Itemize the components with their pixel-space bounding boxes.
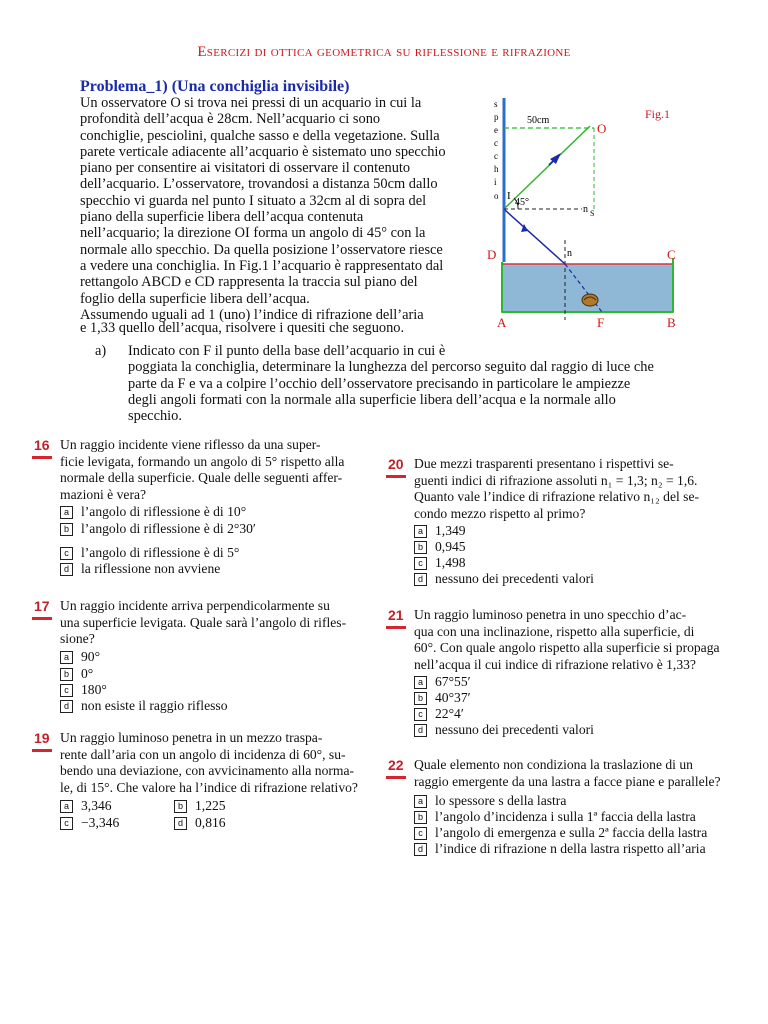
option-d[interactable]: d la riflessione non avviene [60,561,220,578]
question-number: 20 [388,456,404,472]
point-I: I [507,190,511,202]
question-number: 19 [34,730,50,746]
problem-line: a vedere una conchiglia. In Fig.1 l’acquario è rappresentato dal [80,257,444,274]
option-b[interactable]: b l’angolo di riflessione è di 2°30′ [60,521,256,538]
option-b[interactable]: b 40°37′ [414,690,471,707]
mirror-letter: c [494,151,498,161]
option-a[interactable]: a 90° [60,649,100,666]
problem-line: profondità dell’acqua è 28cm. Nell’acquario ci sono [80,111,381,128]
question-line: Un raggio luminoso penetra in un mezzo traspa- [60,730,323,745]
problem-line: normale allo specchio. Da quella posizione l’osservatore riesce [80,241,443,258]
question-line: Due mezzi trasparenti presentano i rispettivi se- [414,456,674,471]
question-line: Quale elemento non condiziona la traslazione di un [414,757,693,772]
question-line: 60°. Con quale angolo rispetto alla superficie si propaga [414,640,720,655]
option-d[interactable]: d nessuno dei precedenti valori [414,571,594,588]
question-text [414,456,699,522]
question-17 [32,598,382,718]
mirror-letter: p [494,112,499,122]
problem-line: rettangolo ABCD e CD rappresenta la traccia sul piano del [80,274,418,291]
problem-line: conchiglie, pesciolini, qualche sasso e della vegetazione. Sulla [80,127,440,144]
question-number: 17 [34,598,50,614]
question-line: mazioni è vera? [60,486,147,502]
mirror-letter: c [494,138,498,148]
question-line: nell’acqua il cui indice di rifrazione relativo è 1,33? [414,656,696,672]
point-O: O [597,121,607,136]
question-21 [386,607,746,742]
question-text [60,730,358,796]
option-c[interactable]: c 1,498 [414,555,466,572]
question-16 [32,437,382,587]
question-line: ficie levigata, formando un angolo di 5° rispetto alla [60,453,345,469]
question-line: una superficie levigata. Quale sarà l’angolo di rifles- [60,614,347,630]
problem-line: nell’acquario; la direzione OI forma un angolo di 45° con la [80,225,426,242]
question-22 [386,757,756,867]
item-label: a) [95,343,107,359]
ray-reflected [505,210,565,264]
problem-line: foglio della superficie libera dell’acqua. [80,290,310,307]
question-number: 21 [388,607,404,623]
normal-sub: S [590,209,595,218]
mirror-letter: h [494,164,499,174]
page-title: Esercizi di ottica geometrica su riflessione e rifrazione [197,44,571,60]
option-c[interactable]: c 22°4′ [414,706,464,723]
option-a[interactable]: a 67°55′ [414,674,471,691]
question-line: qua con una inclinazione, rispetto alla superficie, di [414,623,695,639]
option-b[interactable]: b 0,945 [414,539,466,556]
question-text [60,437,344,503]
problem-line: piano della superficie libera dell’acqua contenuta [80,209,364,226]
question-line: Quanto vale l’indice di rifrazione relativo n₁₂ del se- [414,489,700,504]
problem-line: Un osservatore O si trova nei pressi di un acquario in cui la [80,95,422,111]
item-text [128,343,654,424]
question-number: 16 [34,437,50,453]
option-d[interactable]: d l’indice di rifrazione n della lastra rispetto all’aria [414,841,706,858]
option-a[interactable]: a 3,346 [60,798,112,815]
ray-observer [505,126,590,208]
problem-title: Problema_1) (Una conchiglia invisibile) [80,78,350,95]
normal-label: n [583,204,588,215]
option-c[interactable]: c −3,346 [60,815,119,832]
item-line: specchio. [128,408,182,425]
mirror-letter: i [494,177,497,187]
item-line: degli angoli formati con la normale alla superficie libera dell’acqua e la normale allo [128,391,616,408]
question-number: 22 [388,757,404,773]
option-d[interactable]: d nessuno dei precedenti valori [414,722,594,739]
figure-label: Fig.1 [645,107,671,121]
mirror-letter: e [494,125,498,135]
figure-1 [478,88,698,338]
question-line: normale della superficie. Quale delle seguenti affer- [60,470,343,485]
problem-line: dell’acquario. L’osservatore, trovandosi a distanza 50cm dallo [80,176,438,193]
distance-label: 50cm [527,115,550,126]
problem-line: Assumendo uguali ad 1 (uno) l’indice di rifrazione dell’aria [80,306,424,323]
question-line: Un raggio incidente viene riflesso da una super- [60,437,321,452]
question-line: Un raggio luminoso penetra in uno specchio d’ac- [414,607,687,622]
item-line: parte da F e va a colpire l’occhio dell’osservatore precisando in particolare le ampiezze [128,375,631,392]
problem-line: specchio vi guarda nel punto I situato a 32cm al di sopra del [80,192,427,209]
problem-line: parete verticale adiacente all’acquario è sistemato uno specchio [80,143,446,160]
option-d[interactable]: d 0,816 [174,815,226,832]
mirror-letter: o [494,191,499,201]
option-b[interactable]: b l’angolo d’incidenza i sulla 1ª faccia della lastra [414,809,696,826]
point-D: D [487,247,497,262]
question-line: sione? [60,631,95,646]
point-F: F [597,315,605,330]
problem-last-line: e 1,33 quello dell’acqua, risolvere i quesiti che seguono. [80,320,405,336]
question-line: condo mezzo rispetto al primo? [414,505,586,521]
question-line: raggio emergente da una lastra a facce piane e parallele? [414,773,721,789]
shell-icon [582,294,598,306]
question-text [60,598,346,648]
question-text [414,607,720,673]
option-a[interactable]: a 1,349 [414,523,466,540]
option-d[interactable]: d non esiste il raggio riflesso [60,698,228,715]
question-20 [386,456,746,596]
option-b[interactable]: b 1,225 [174,798,226,815]
problem-line: piano per consentire ai visitatori di osservare il contenuto [80,160,411,177]
option-c[interactable]: c 180° [60,682,107,699]
option-a[interactable]: a l’angolo di riflessione è di 10° [60,504,246,521]
question-line: le, di 15°. Che valore ha l’indice di rifrazione relativo? [60,779,358,795]
question-text [414,757,721,790]
option-c[interactable]: c l’angolo di emergenza e sulla 2ª faccia della lastra [414,825,707,842]
option-b[interactable]: b 0° [60,666,93,683]
question-19 [32,730,382,840]
mirror-letter: s [494,99,498,109]
option-c[interactable]: c l’angolo di riflessione è di 5° [60,545,239,562]
point-A: A [497,315,507,330]
angle-label: 45° [515,197,529,208]
point-B: B [667,315,676,330]
problem-text [80,95,472,323]
point-C: C [667,247,676,262]
water-normal-label: n [567,248,572,259]
item-line: Indicato con F il punto della base dell’acquario in cui è [128,343,446,359]
question-line: rente dall’aria con un angolo di incidenza di 60°, su- [60,746,346,762]
question-line: Un raggio incidente arriva perpendicolarmente su [60,598,330,613]
question-line: bendo una deviazione, con avvicinamento alla norma- [60,763,355,778]
question-line: guenti indici di rifrazione assoluti n₁ = 1,3; n₂ = 1,6. [414,472,698,488]
option-a[interactable]: a lo spessore s della lastra [414,793,566,810]
item-line: poggiata la conchiglia, determinare la lunghezza del percorso seguito dal raggio di luce che [128,359,654,376]
